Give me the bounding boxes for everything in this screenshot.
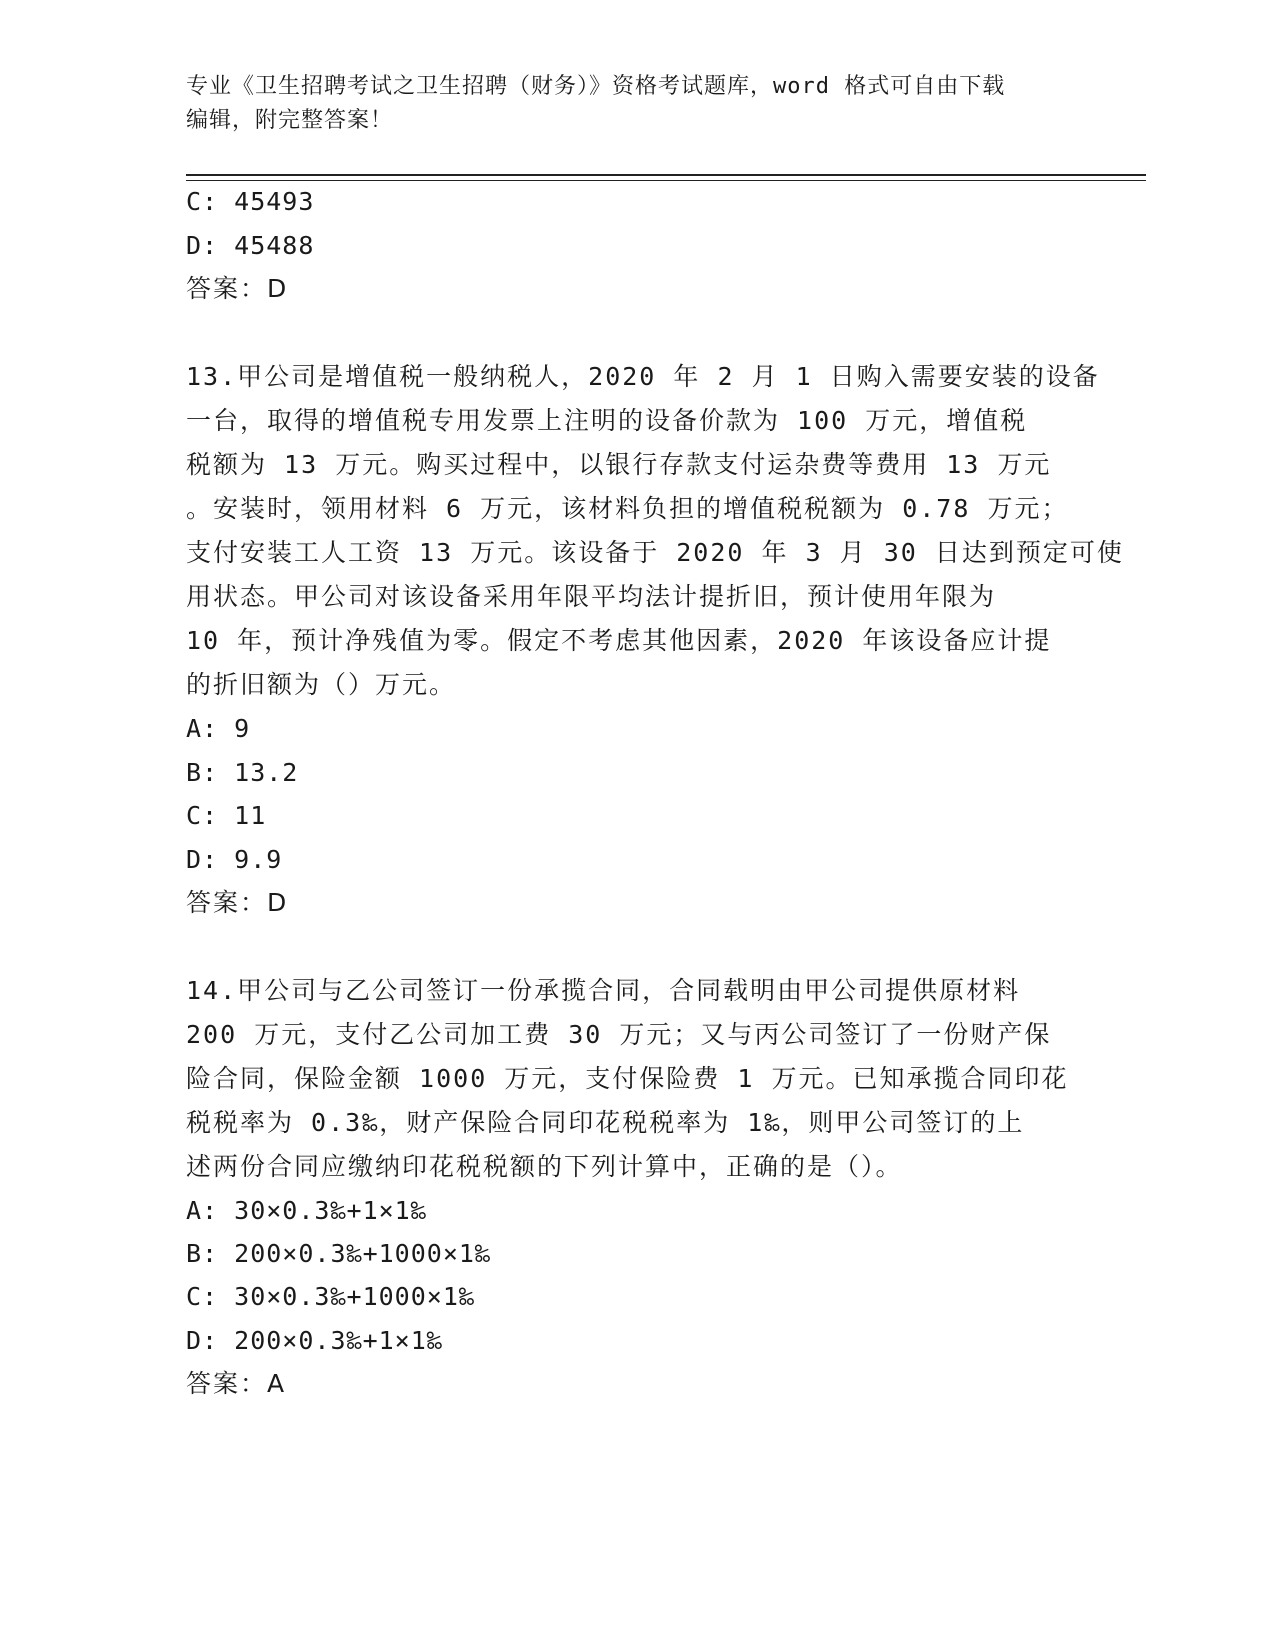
option-d: D: 200×0.3‰+1×1‰	[186, 1326, 443, 1355]
question-13-line: 10 年，预计净残值为零。假定不考虑其他因素，2020 年该设备应计提	[186, 626, 1052, 655]
option-b: B: 200×0.3‰+1000×1‰	[186, 1239, 491, 1268]
question-13-line: 用状态。甲公司对该设备采用年限平均法计提折旧，预计使用年限为	[186, 582, 997, 611]
option-c: C: 30×0.3‰+1000×1‰	[186, 1282, 475, 1311]
option-c: C: 45493	[186, 187, 315, 216]
answer-line: 答案：A	[186, 1369, 287, 1398]
header-text	[186, 70, 1066, 138]
question-14-line: 险合同，保险金额 1000 万元，支付保险费 1 万元。已知承揽合同印花	[186, 1064, 1069, 1093]
option-a: A: 30×0.3‰+1×1‰	[186, 1196, 427, 1225]
question-14-line: 述两份合同应缴纳印花税税额的下列计算中，正确的是（）。	[186, 1152, 903, 1181]
question-13-line: 的折旧额为（）万元。	[186, 670, 457, 699]
question-13-line: 13.甲公司是增值税一般纳税人，2020 年 2 月 1 日购入需要安装的设备	[186, 362, 1100, 391]
answer-line: 答案：D	[186, 888, 289, 917]
question-13-line: 。安装时，领用材料 6 万元，该材料负担的增值税税额为 0.78 万元；	[186, 494, 1069, 523]
option-a: A: 9	[186, 714, 251, 743]
option-b: B: 13.2	[186, 758, 299, 787]
question-14-line: 14.甲公司与乙公司签订一份承揽合同，合同载明由甲公司提供原材料	[186, 976, 1021, 1005]
option-c: C: 11	[186, 801, 267, 830]
question-14-line: 200 万元，支付乙公司加工费 30 万元；又与丙公司签订了一份财产保	[186, 1020, 1052, 1049]
answer-line: 答案：D	[186, 274, 289, 303]
option-d: D: 45488	[186, 231, 315, 260]
question-13-line: 一台，取得的增值税专用发票上注明的设备价款为 100 万元，增值税	[186, 406, 1028, 435]
header-rule-thick	[186, 174, 1146, 176]
question-13-line: 税额为 13 万元。购买过程中，以银行存款支付运杂费等费用 13 万元	[186, 450, 1052, 479]
header-line-2: 编辑，附完整答案！	[186, 108, 394, 133]
option-d: D: 9.9	[186, 845, 283, 874]
header-rule-thin	[186, 180, 1146, 181]
question-13-line: 支付安装工人工资 13 万元。该设备于 2020 年 3 月 30 日达到预定可使	[186, 538, 1124, 567]
header-line-1: 专业《卫生招聘考试之卫生招聘（财务）》资格考试题库，word 格式可自由下载	[186, 74, 1006, 99]
question-14-line: 税税率为 0.3‰，财产保险合同印花税税率为 1‰，则甲公司签订的上	[186, 1108, 1025, 1137]
